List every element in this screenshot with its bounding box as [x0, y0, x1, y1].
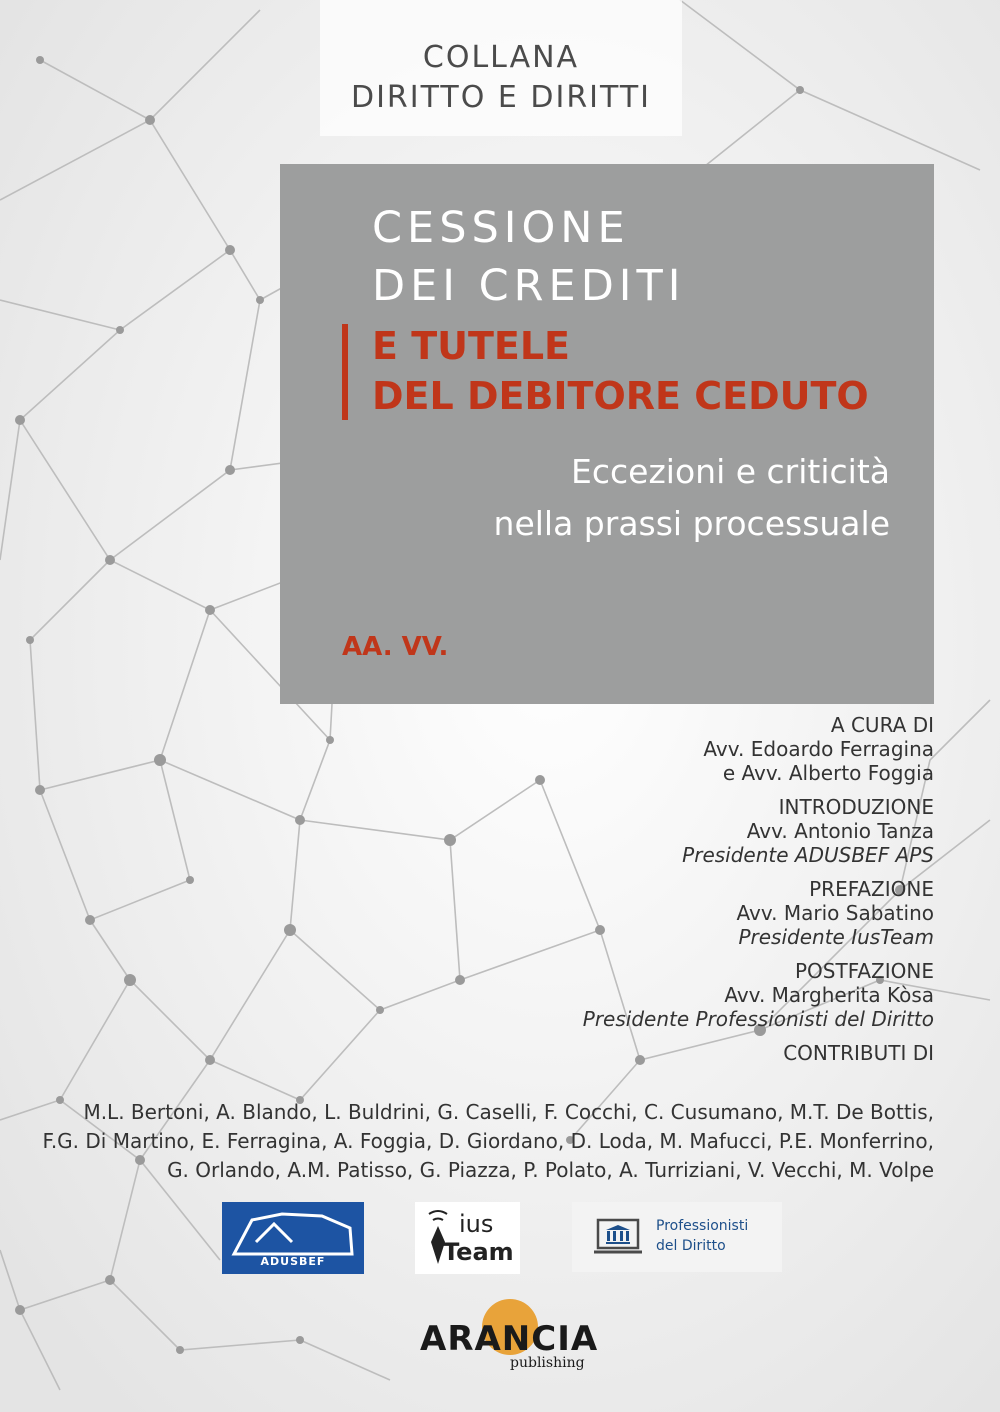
- laptop-courthouse-icon: [592, 1216, 644, 1258]
- contributors-line-2: F.G. Di Martino, E. Ferragina, A. Foggia, D. Giordano, D. Loda, M. Mafucci, P.E. Monferrino,: [42, 1129, 934, 1153]
- curator-name-1: Avv. Edoardo Ferragina: [703, 737, 934, 761]
- introduction-label: INTRODUZIONE: [778, 795, 934, 819]
- iusteam-logo-text-2: Team: [443, 1238, 514, 1266]
- arancia-publishing-logo: [420, 1297, 599, 1381]
- accent-bar: [342, 324, 348, 420]
- adusbef-logo: [222, 1202, 364, 1274]
- contributors-line-3: G. Orlando, A.M. Patisso, G. Piazza, P. Polato, A. Turriziani, V. Vecchi, M. Volpe: [167, 1158, 934, 1182]
- contributors-list: [0, 1098, 934, 1185]
- contributors-label: CONTRIBUTI DI: [783, 1041, 934, 1065]
- preface-role: Presidente IusTeam: [738, 925, 934, 949]
- publisher-name: ARANCIA: [420, 1319, 599, 1359]
- preface-label: PREFAZIONE: [809, 877, 934, 901]
- professionisti-logo: [572, 1202, 782, 1272]
- series-label-collana: COLLANA: [422, 40, 580, 75]
- preface-name: Avv. Mario Sabatino: [736, 901, 934, 925]
- subtitle-line-2: nella prassi processuale: [493, 504, 890, 543]
- series-label-name: DIRITTO E DIRITTI: [350, 80, 651, 115]
- postface-role: Presidente Professionisti del Diritto: [582, 1007, 934, 1031]
- contributors-line-1: M.L. Bertoni, A. Blando, L. Buldrini, G. Caselli, F. Cocchi, C. Cusumano, M.T. De Bottis,: [83, 1100, 934, 1124]
- iusteam-logo: [415, 1202, 520, 1274]
- title-panel: [280, 164, 934, 704]
- curator-name-2: e Avv. Alberto Foggia: [722, 761, 934, 785]
- title-accent-line-2: DEL DEBITORE CEDUTO: [372, 374, 869, 418]
- title-line-1: CESSIONE: [372, 203, 630, 253]
- adusbef-logo-text: ADUSBEF: [260, 1255, 326, 1268]
- authors-label: AA. VV.: [342, 632, 449, 662]
- credits-block: [334, 713, 934, 1065]
- series-label-box: [320, 0, 682, 136]
- iusteam-logo-text-1: ius: [459, 1210, 494, 1238]
- introduction-name: Avv. Antonio Tanza: [746, 819, 934, 843]
- curator-label: A CURA DI: [830, 713, 934, 737]
- title-line-2: DEI CREDITI: [372, 261, 686, 311]
- subtitle-line-1: Eccezioni e criticità: [571, 452, 890, 491]
- postface-name: Avv. Margherita Kòsa: [724, 983, 934, 1007]
- title-accent-line-1: E TUTELE: [372, 324, 571, 368]
- postface-label: POSTFAZIONE: [794, 959, 934, 983]
- professionisti-logo-text-2: del Diritto: [656, 1238, 726, 1254]
- professionisti-logo-text-1: Professionisti: [656, 1218, 749, 1234]
- publisher-subtitle: publishing: [510, 1355, 585, 1371]
- introduction-role: Presidente ADUSBEF APS: [682, 843, 934, 867]
